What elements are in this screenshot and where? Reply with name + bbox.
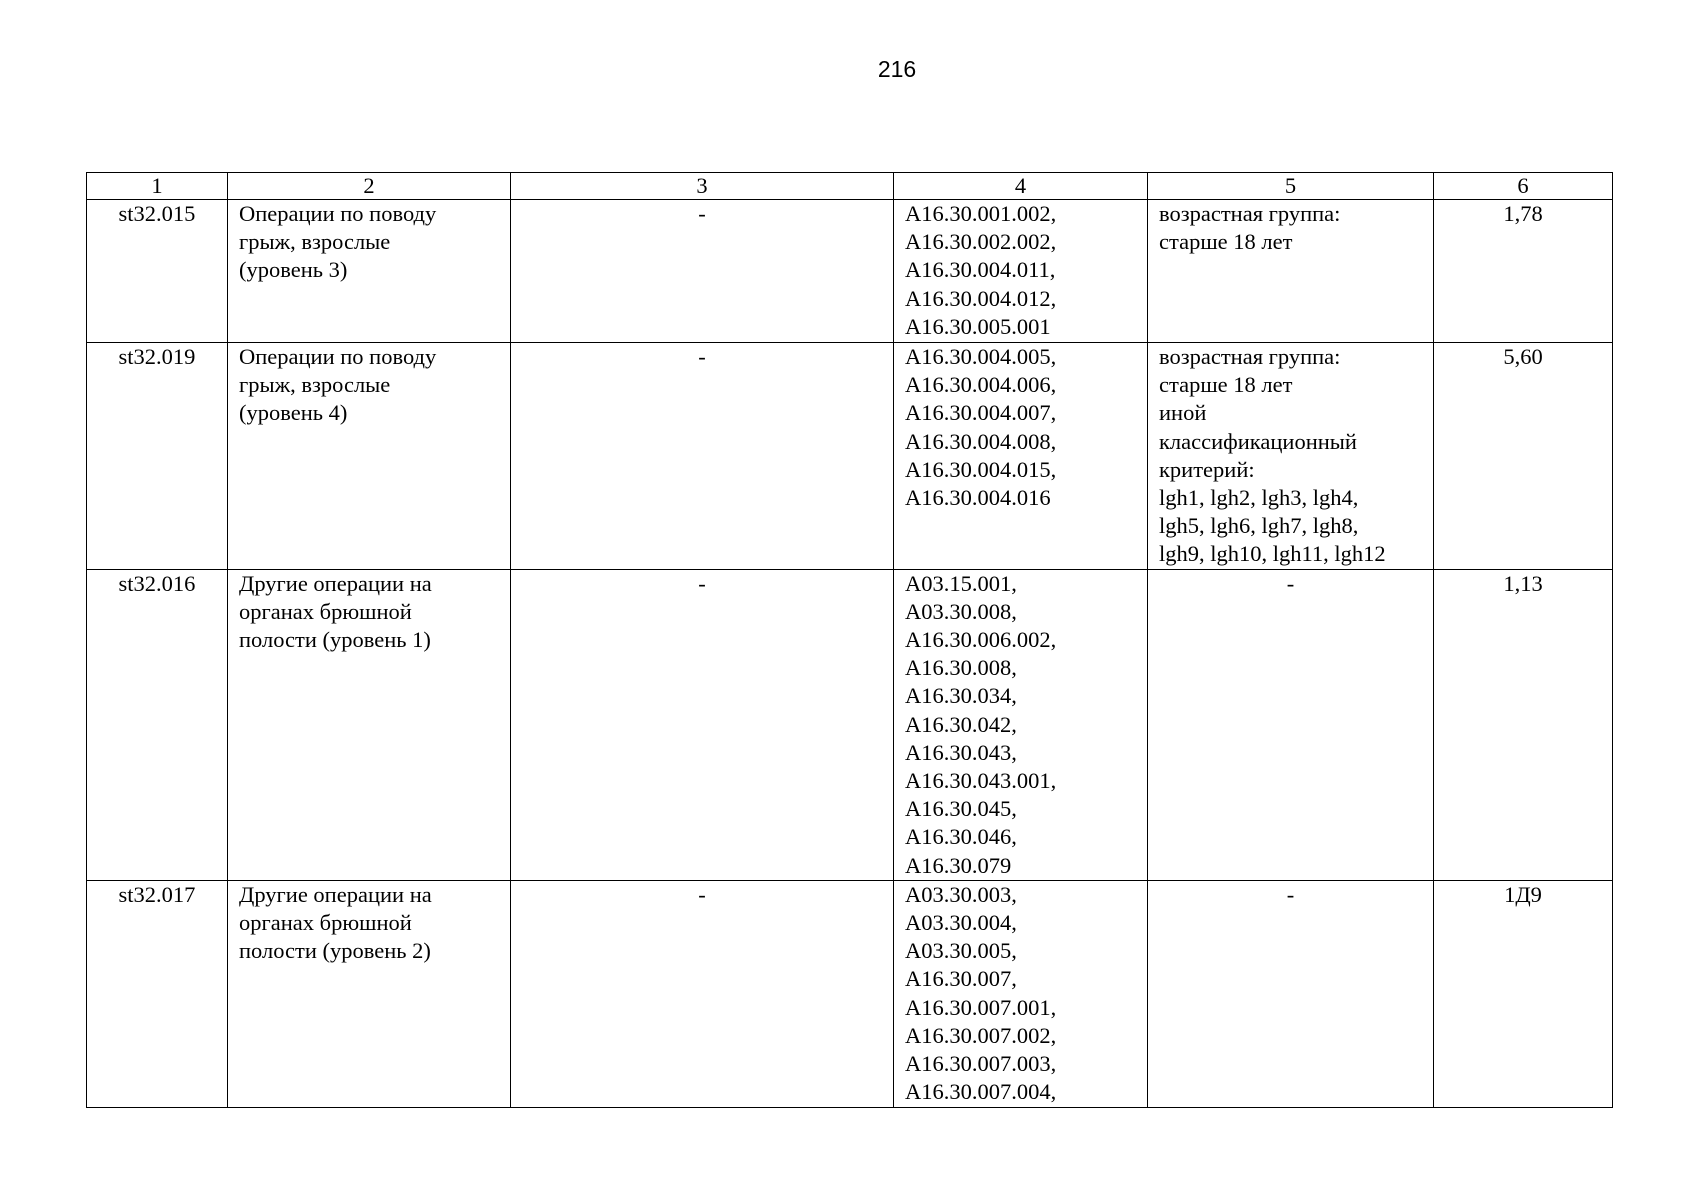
group-code-cell: st32.019 (87, 343, 228, 570)
service-codes-cell: A03.15.001, A03.30.008, A16.30.006.002, A16.30.008, A16.30.034, A16.30.042, A16.30.043, A16.30.043.001, A16.30.045, A16.30.046, A16.30.079 (894, 569, 1148, 880)
column-3-cell: - (511, 569, 894, 880)
table-row (87, 343, 1613, 570)
service-codes-cell: A03.30.003, A03.30.004, A03.30.005, A16.30.007, A16.30.007.001, A16.30.007.002, A16.30.007.003, A16.30.007.004, (894, 880, 1148, 1107)
criteria-cell: возрастная группа: старше 18 лет иной классификационный критерий: lgh1, lgh2, lgh3, lgh4, lgh5, lgh6, lgh7, lgh8, lgh9, lgh10, lgh11, lgh12 (1148, 343, 1434, 570)
group-code-cell: st32.016 (87, 569, 228, 880)
service-codes-cell: A16.30.004.005, A16.30.004.006, A16.30.004.007, A16.30.004.008, A16.30.004.015, A16.30.004.016 (894, 343, 1148, 570)
criteria-cell: возрастная группа: старше 18 лет (1148, 200, 1434, 343)
coefficient-cell: 1,78 (1434, 200, 1613, 343)
column-header-3: 3 (511, 173, 894, 200)
column-3-cell: - (511, 343, 894, 570)
column-3-cell: - (511, 880, 894, 1107)
column-header-6: 6 (1434, 173, 1613, 200)
coefficient-cell: 1Д9 (1434, 880, 1613, 1107)
column-header-5: 5 (1148, 173, 1434, 200)
group-name-cell: Операции по поводу грыж, взрослые (уровень 4) (228, 343, 511, 570)
group-code-cell: st32.015 (87, 200, 228, 343)
column-header-2: 2 (228, 173, 511, 200)
column-header-1: 1 (87, 173, 228, 200)
group-name-cell: Другие операции на органах брюшной полости (уровень 2) (228, 880, 511, 1107)
page-number: 216 (877, 56, 917, 82)
group-name-cell: Другие операции на органах брюшной полости (уровень 1) (228, 569, 511, 880)
table-row (87, 880, 1613, 1107)
coefficient-cell: 1,13 (1434, 569, 1613, 880)
table-row (87, 200, 1613, 343)
group-name-cell: Операции по поводу грыж, взрослые (уровень 3) (228, 200, 511, 343)
criteria-cell: - (1148, 569, 1434, 880)
table-row (87, 569, 1613, 880)
coefficient-cell: 5,60 (1434, 343, 1613, 570)
column-3-cell: - (511, 200, 894, 343)
table-header-row (87, 173, 1613, 200)
service-codes-cell: A16.30.001.002, A16.30.002.002, A16.30.004.011, A16.30.004.012, A16.30.005.001 (894, 200, 1148, 343)
column-header-4: 4 (894, 173, 1148, 200)
group-code-cell: st32.017 (87, 880, 228, 1107)
criteria-cell: - (1148, 880, 1434, 1107)
tariff-table (86, 172, 1613, 1108)
